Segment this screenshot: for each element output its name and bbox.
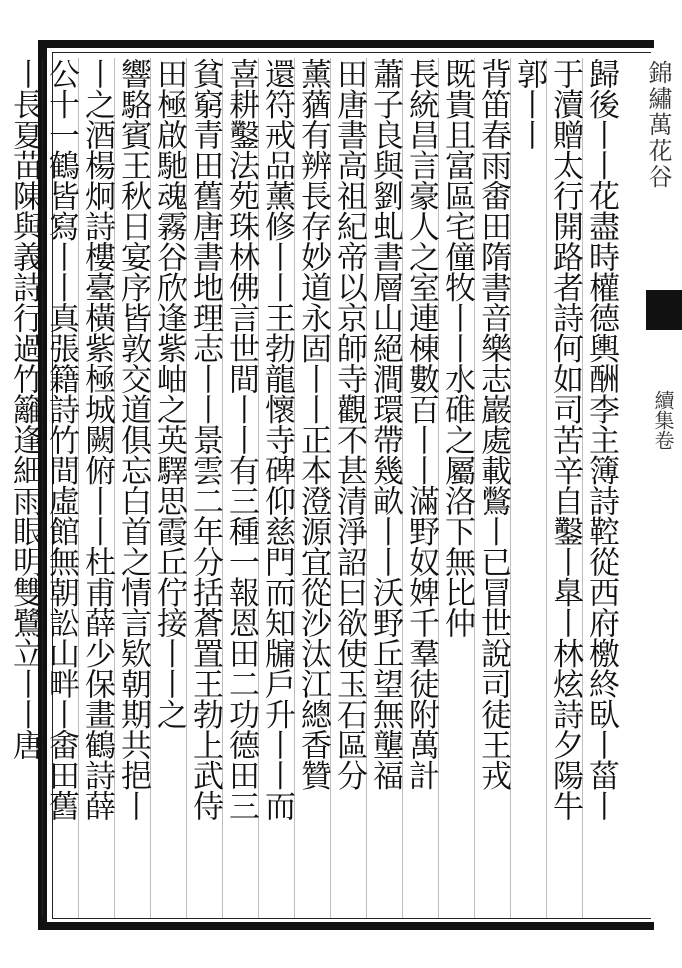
text-column-8: 田唐書高祖紀帝以京師寺觀不甚清淨詔曰欲使玉石區分 (331, 58, 367, 790)
margin-title: 錦繡萬花谷 (644, 60, 672, 190)
text-column-3: 郭丨丨 (511, 58, 547, 150)
text-column-15: 丨之酒楊炯詩樓臺橫紫極城闕俯丨丨杜甫薛少保畫鶴詩薛 (79, 58, 115, 821)
margin-volume: 續集卷 (651, 390, 675, 450)
text-column-1: 歸後丨丨花盡時權德輿酬李主簿詩鞚從西府檄終臥丨菑丨 (583, 58, 619, 821)
text-column-6: 長統昌言豪人之室連棟數百丨丨滿野奴婢千羣徒附萬計 (403, 58, 439, 790)
text-column-12: 貧窮青田舊唐書地理志丨丨景雲二年分括蒼置王勃上武侍 (187, 58, 223, 821)
text-column-7: 蕭子良與劉虬書層山絕澗環帶幾畝丨丨沃野丘望無壟福 (367, 58, 403, 790)
text-column-9: 薰蕕有辨長存妙道永固丨丨正本澄源宜從沙汰江總香贊 (295, 58, 331, 790)
text-column-17: 丨長夏苗陳與義詩行過竹籬逢細雨眼明雙鷺立丨丨唐 (7, 58, 43, 760)
page-border-bottom (38, 922, 654, 930)
text-column-11: 喜耕鑿法苑珠林佛言世間丨丨有三種一報恩田二功德田三 (223, 58, 259, 821)
text-column-14: 響駱賓王秋日宴序皆敦交道俱忘白首之情言欵朝期共挹丨 (115, 58, 151, 821)
text-column-2: 于瀆贈太行開路者詩何如司苦辛自鑿丨臯丨林炫詩夕陽牛 (547, 58, 583, 821)
fold-shadow (646, 290, 682, 330)
page-border-top (38, 40, 654, 48)
text-column-13: 田極啟馳魂霧谷欣逢紫岫之英驛思霞丘佇接丨丨之 (151, 58, 187, 729)
text-column-5: 既貴且富區宅僮牧丨丨水碓之屬洛下無比仲 (439, 58, 475, 638)
text-column-10: 還符戒品薰修丨丨王勃龍懷寺碑仰慈門而知牖戶升丨丨而 (259, 58, 295, 821)
text-column-4: 背笛春雨畬田隋書音樂志巖處載鷩丨已冒世說司徒王戎 (475, 58, 511, 790)
text-column-16: 公十一鶴皆寫丨丨真張籍詩竹間虛館無朝訟山畔丨畬田舊 (43, 58, 79, 821)
text-columns (7, 58, 619, 918)
